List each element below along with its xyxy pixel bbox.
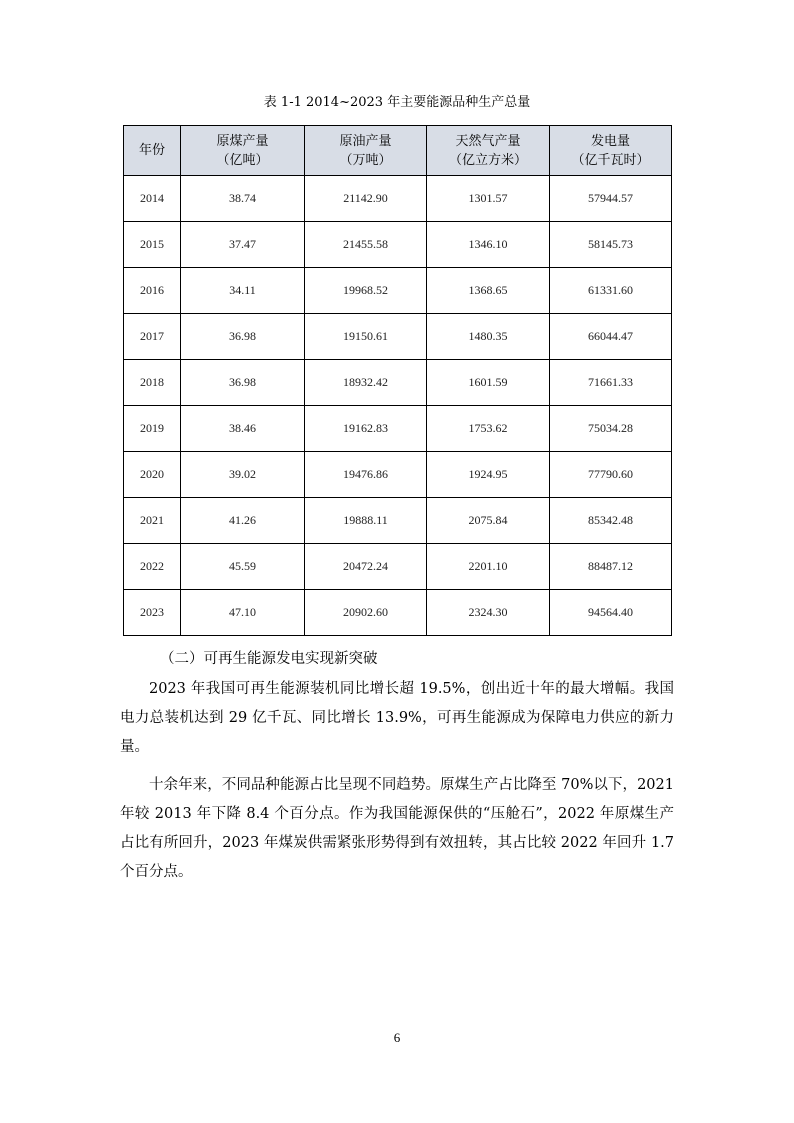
section-heading: （二）可再生能源发电实现新突破 bbox=[160, 651, 378, 667]
table-row bbox=[124, 314, 672, 360]
year-cell: 2017 bbox=[124, 314, 181, 360]
table-cell: 2201.10 bbox=[427, 544, 550, 590]
header-coal bbox=[181, 126, 305, 176]
year-cell: 2019 bbox=[124, 406, 181, 452]
table-cell: 47.10 bbox=[181, 590, 305, 636]
header-crude-oil bbox=[305, 126, 427, 176]
body-paragraph: 2023 年我国可再生能源装机同比增长超 19.5%，创出近十年的最大增幅。我国电力总装机达到 29 亿千瓦、同比增长 13.9%，可再生能源成为保障电力供应的新力量。 bbox=[120, 681, 674, 755]
year-cell: 2016 bbox=[124, 268, 181, 314]
table-cell: 1368.65 bbox=[427, 268, 550, 314]
year-cell: 2020 bbox=[124, 452, 181, 498]
table-caption: 表 1-1 2014~2023 年主要能源品种生产总量 bbox=[263, 95, 531, 110]
table-cell: 1601.59 bbox=[427, 360, 550, 406]
table-cell: 37.47 bbox=[181, 222, 305, 268]
year-cell: 2015 bbox=[124, 222, 181, 268]
table-cell: 20902.60 bbox=[305, 590, 427, 636]
page-number: 6 bbox=[393, 1030, 401, 1045]
energy-production-table bbox=[123, 125, 672, 636]
table-cell: 71661.33 bbox=[550, 360, 672, 406]
header-natural-gas bbox=[427, 126, 550, 176]
header-unit: （亿千瓦时） bbox=[571, 152, 650, 168]
table-cell: 66044.47 bbox=[550, 314, 672, 360]
header-title: 天然气产量 bbox=[455, 133, 521, 149]
table-cell: 41.26 bbox=[181, 498, 305, 544]
table-cell: 85342.48 bbox=[550, 498, 672, 544]
table-row bbox=[124, 360, 672, 406]
table-cell: 2075.84 bbox=[427, 498, 550, 544]
header-title: 发电量 bbox=[590, 133, 630, 149]
header-title: 年份 bbox=[138, 143, 165, 158]
header-title: 原煤产量 bbox=[216, 133, 269, 149]
header-unit: （亿吨） bbox=[216, 152, 269, 168]
table-cell: 58145.73 bbox=[550, 222, 672, 268]
table-cell: 21455.58 bbox=[305, 222, 427, 268]
header-electricity bbox=[550, 126, 672, 176]
table-cell: 19968.52 bbox=[305, 268, 427, 314]
table-cell: 19476.86 bbox=[305, 452, 427, 498]
table-cell: 1346.10 bbox=[427, 222, 550, 268]
header-year bbox=[124, 126, 181, 176]
table-row bbox=[124, 498, 672, 544]
year-cell: 2023 bbox=[124, 590, 181, 636]
table-row bbox=[124, 176, 672, 222]
year-cell: 2018 bbox=[124, 360, 181, 406]
table-cell: 19150.61 bbox=[305, 314, 427, 360]
table-cell: 2324.30 bbox=[427, 590, 550, 636]
table-cell: 38.46 bbox=[181, 406, 305, 452]
table-row bbox=[124, 452, 672, 498]
table-cell: 21142.90 bbox=[305, 176, 427, 222]
table-row bbox=[124, 222, 672, 268]
table-cell: 39.02 bbox=[181, 452, 305, 498]
table-cell: 1480.35 bbox=[427, 314, 550, 360]
table-cell: 36.98 bbox=[181, 360, 305, 406]
table-cell: 34.11 bbox=[181, 268, 305, 314]
table-cell: 1753.62 bbox=[427, 406, 550, 452]
table-cell: 57944.57 bbox=[550, 176, 672, 222]
header-title: 原油产量 bbox=[339, 133, 392, 149]
year-cell: 2022 bbox=[124, 544, 181, 590]
table-row bbox=[124, 544, 672, 590]
table-row bbox=[124, 590, 672, 636]
table-cell: 1924.95 bbox=[427, 452, 550, 498]
year-cell: 2021 bbox=[124, 498, 181, 544]
table-cell: 94564.40 bbox=[550, 590, 672, 636]
table-cell: 45.59 bbox=[181, 544, 305, 590]
header-unit: （亿立方米） bbox=[448, 152, 527, 168]
body-paragraph: 十余年来，不同品种能源占比呈现不同趋势。原煤生产占比降至 70%以下，2021 年较 2013 年下降 8.4 个百分点。作为我国能源保供的“压舱石”，2022 年原煤生产占比有所回升，2023 年煤炭供需紧张形势得到有效扭转，其占比较 2022 年回升 1.7 个百分点。 bbox=[120, 777, 674, 880]
table-cell: 1301.57 bbox=[427, 176, 550, 222]
table-cell: 38.74 bbox=[181, 176, 305, 222]
table-cell: 19888.11 bbox=[305, 498, 427, 544]
table-cell: 61331.60 bbox=[550, 268, 672, 314]
table-cell: 77790.60 bbox=[550, 452, 672, 498]
table-cell: 19162.83 bbox=[305, 406, 427, 452]
table-cell: 75034.28 bbox=[550, 406, 672, 452]
table-row bbox=[124, 406, 672, 452]
table-cell: 20472.24 bbox=[305, 544, 427, 590]
year-cell: 2014 bbox=[124, 176, 181, 222]
table-header-row bbox=[124, 126, 672, 176]
table-cell: 36.98 bbox=[181, 314, 305, 360]
table-cell: 88487.12 bbox=[550, 544, 672, 590]
table-body bbox=[124, 176, 672, 636]
table-cell: 18932.42 bbox=[305, 360, 427, 406]
table-row bbox=[124, 268, 672, 314]
header-unit: （万吨） bbox=[339, 152, 392, 168]
